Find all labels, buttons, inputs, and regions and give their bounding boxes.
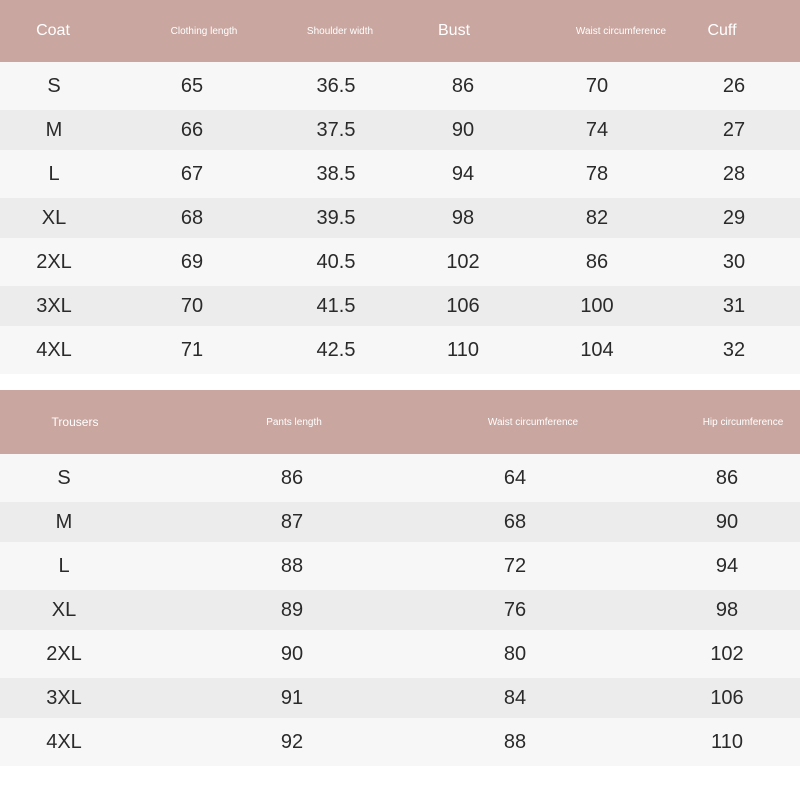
- measurement-cell: 86: [280, 466, 304, 489]
- measurement-cell: 32: [722, 338, 746, 361]
- measurement-cell: 39.5: [316, 206, 356, 229]
- coat-table-header: [0, 0, 800, 62]
- measurement-cell: 98: [451, 206, 475, 229]
- measurement-cell: 90: [451, 118, 475, 141]
- measurement-cell: 84: [503, 686, 527, 709]
- measurement-cell: 29: [722, 206, 746, 229]
- size-label-cell: XL: [41, 206, 67, 229]
- table-row: [0, 678, 800, 718]
- size-label-cell: L: [48, 162, 60, 185]
- measurement-cell: 94: [451, 162, 475, 185]
- size-label-cell: M: [55, 510, 73, 533]
- measurement-cell: 82: [585, 206, 609, 229]
- measurement-cell: 78: [585, 162, 609, 185]
- measurement-cell: 86: [715, 466, 739, 489]
- measurement-cell: 30: [722, 250, 746, 273]
- measurement-cell: 31: [722, 294, 746, 317]
- measurement-cell: 98: [715, 598, 739, 621]
- size-label-cell: 3XL: [46, 686, 82, 709]
- measurement-cell: 80: [503, 642, 527, 665]
- table-row: [0, 718, 800, 766]
- hip-circumference-header: Hip circumference: [702, 416, 784, 428]
- measurement-cell: 90: [715, 510, 739, 533]
- waist-circumference-header: Waist circumference: [487, 416, 579, 428]
- measurement-cell: 64: [503, 466, 527, 489]
- table-row: [0, 62, 800, 110]
- measurement-cell: 71: [180, 338, 204, 361]
- clothing-length-header: Clothing length: [170, 25, 238, 37]
- trousers-table-body: [0, 454, 800, 766]
- measurement-cell: 87: [280, 510, 304, 533]
- measurement-cell: 104: [580, 338, 614, 361]
- measurement-cell: 36.5: [316, 74, 356, 97]
- measurement-cell: 88: [503, 730, 527, 753]
- measurement-cell: 86: [451, 74, 475, 97]
- size-label-cell: M: [45, 118, 63, 141]
- table-row: [0, 630, 800, 678]
- measurement-cell: 76: [503, 598, 527, 621]
- measurement-cell: 102: [446, 250, 480, 273]
- waist-circumference-header: Waist circumference: [575, 25, 667, 37]
- measurement-cell: 38.5: [316, 162, 356, 185]
- measurement-cell: 37.5: [316, 118, 356, 141]
- measurement-cell: 106: [446, 294, 480, 317]
- measurement-cell: 94: [715, 554, 739, 577]
- trousers-size-table: [0, 390, 800, 766]
- measurement-cell: 65: [180, 74, 204, 97]
- measurement-cell: 74: [585, 118, 609, 141]
- measurement-cell: 69: [180, 250, 204, 273]
- measurement-cell: 67: [180, 162, 204, 185]
- table-row: [0, 326, 800, 374]
- measurement-cell: 72: [503, 554, 527, 577]
- table-row: [0, 286, 800, 326]
- measurement-cell: 89: [280, 598, 304, 621]
- table-row: [0, 198, 800, 238]
- measurement-cell: 90: [280, 642, 304, 665]
- shoulder-width-header: Shoulder width: [306, 25, 374, 37]
- size-label-cell: 4XL: [36, 338, 72, 361]
- measurement-cell: 40.5: [316, 250, 356, 273]
- table-row: [0, 502, 800, 542]
- size-label-cell: 3XL: [36, 294, 72, 317]
- measurement-cell: 28: [722, 162, 746, 185]
- measurement-cell: 91: [280, 686, 304, 709]
- coat-header-label: Coat: [36, 22, 70, 39]
- measurement-cell: 27: [722, 118, 746, 141]
- cuff-header: Cuff: [707, 22, 737, 39]
- pants-length-header: Pants length: [266, 416, 322, 428]
- measurement-cell: 92: [280, 730, 304, 753]
- table-row: [0, 110, 800, 150]
- measurement-cell: 68: [180, 206, 204, 229]
- size-label-cell: 4XL: [46, 730, 82, 753]
- measurement-cell: 88: [280, 554, 304, 577]
- table-row: [0, 454, 800, 502]
- measurement-cell: 110: [447, 338, 479, 361]
- coat-table-body: [0, 62, 800, 374]
- bust-header: Bust: [437, 22, 471, 39]
- size-label-cell: 2XL: [36, 250, 72, 273]
- measurement-cell: 86: [585, 250, 609, 273]
- table-row: [0, 238, 800, 286]
- size-label-cell: L: [58, 554, 70, 577]
- measurement-cell: 100: [580, 294, 614, 317]
- measurement-cell: 102: [710, 642, 744, 665]
- size-label-cell: XL: [51, 598, 77, 621]
- measurement-cell: 41.5: [316, 294, 356, 317]
- measurement-cell: 110: [711, 730, 743, 753]
- table-row: [0, 542, 800, 590]
- trousers-table-header: [0, 390, 800, 454]
- measurement-cell: 70: [180, 294, 204, 317]
- measurement-cell: 26: [722, 74, 746, 97]
- measurement-cell: 106: [710, 686, 744, 709]
- measurement-cell: 68: [503, 510, 527, 533]
- size-label-cell: 2XL: [46, 642, 82, 665]
- table-row: [0, 590, 800, 630]
- size-label-cell: S: [57, 466, 71, 489]
- table-row: [0, 150, 800, 198]
- measurement-cell: 66: [180, 118, 204, 141]
- measurement-cell: 42.5: [316, 338, 356, 361]
- coat-size-table: [0, 0, 800, 374]
- trousers-header-label: Trousers: [51, 415, 99, 429]
- measurement-cell: 70: [585, 74, 609, 97]
- size-label-cell: S: [47, 74, 61, 97]
